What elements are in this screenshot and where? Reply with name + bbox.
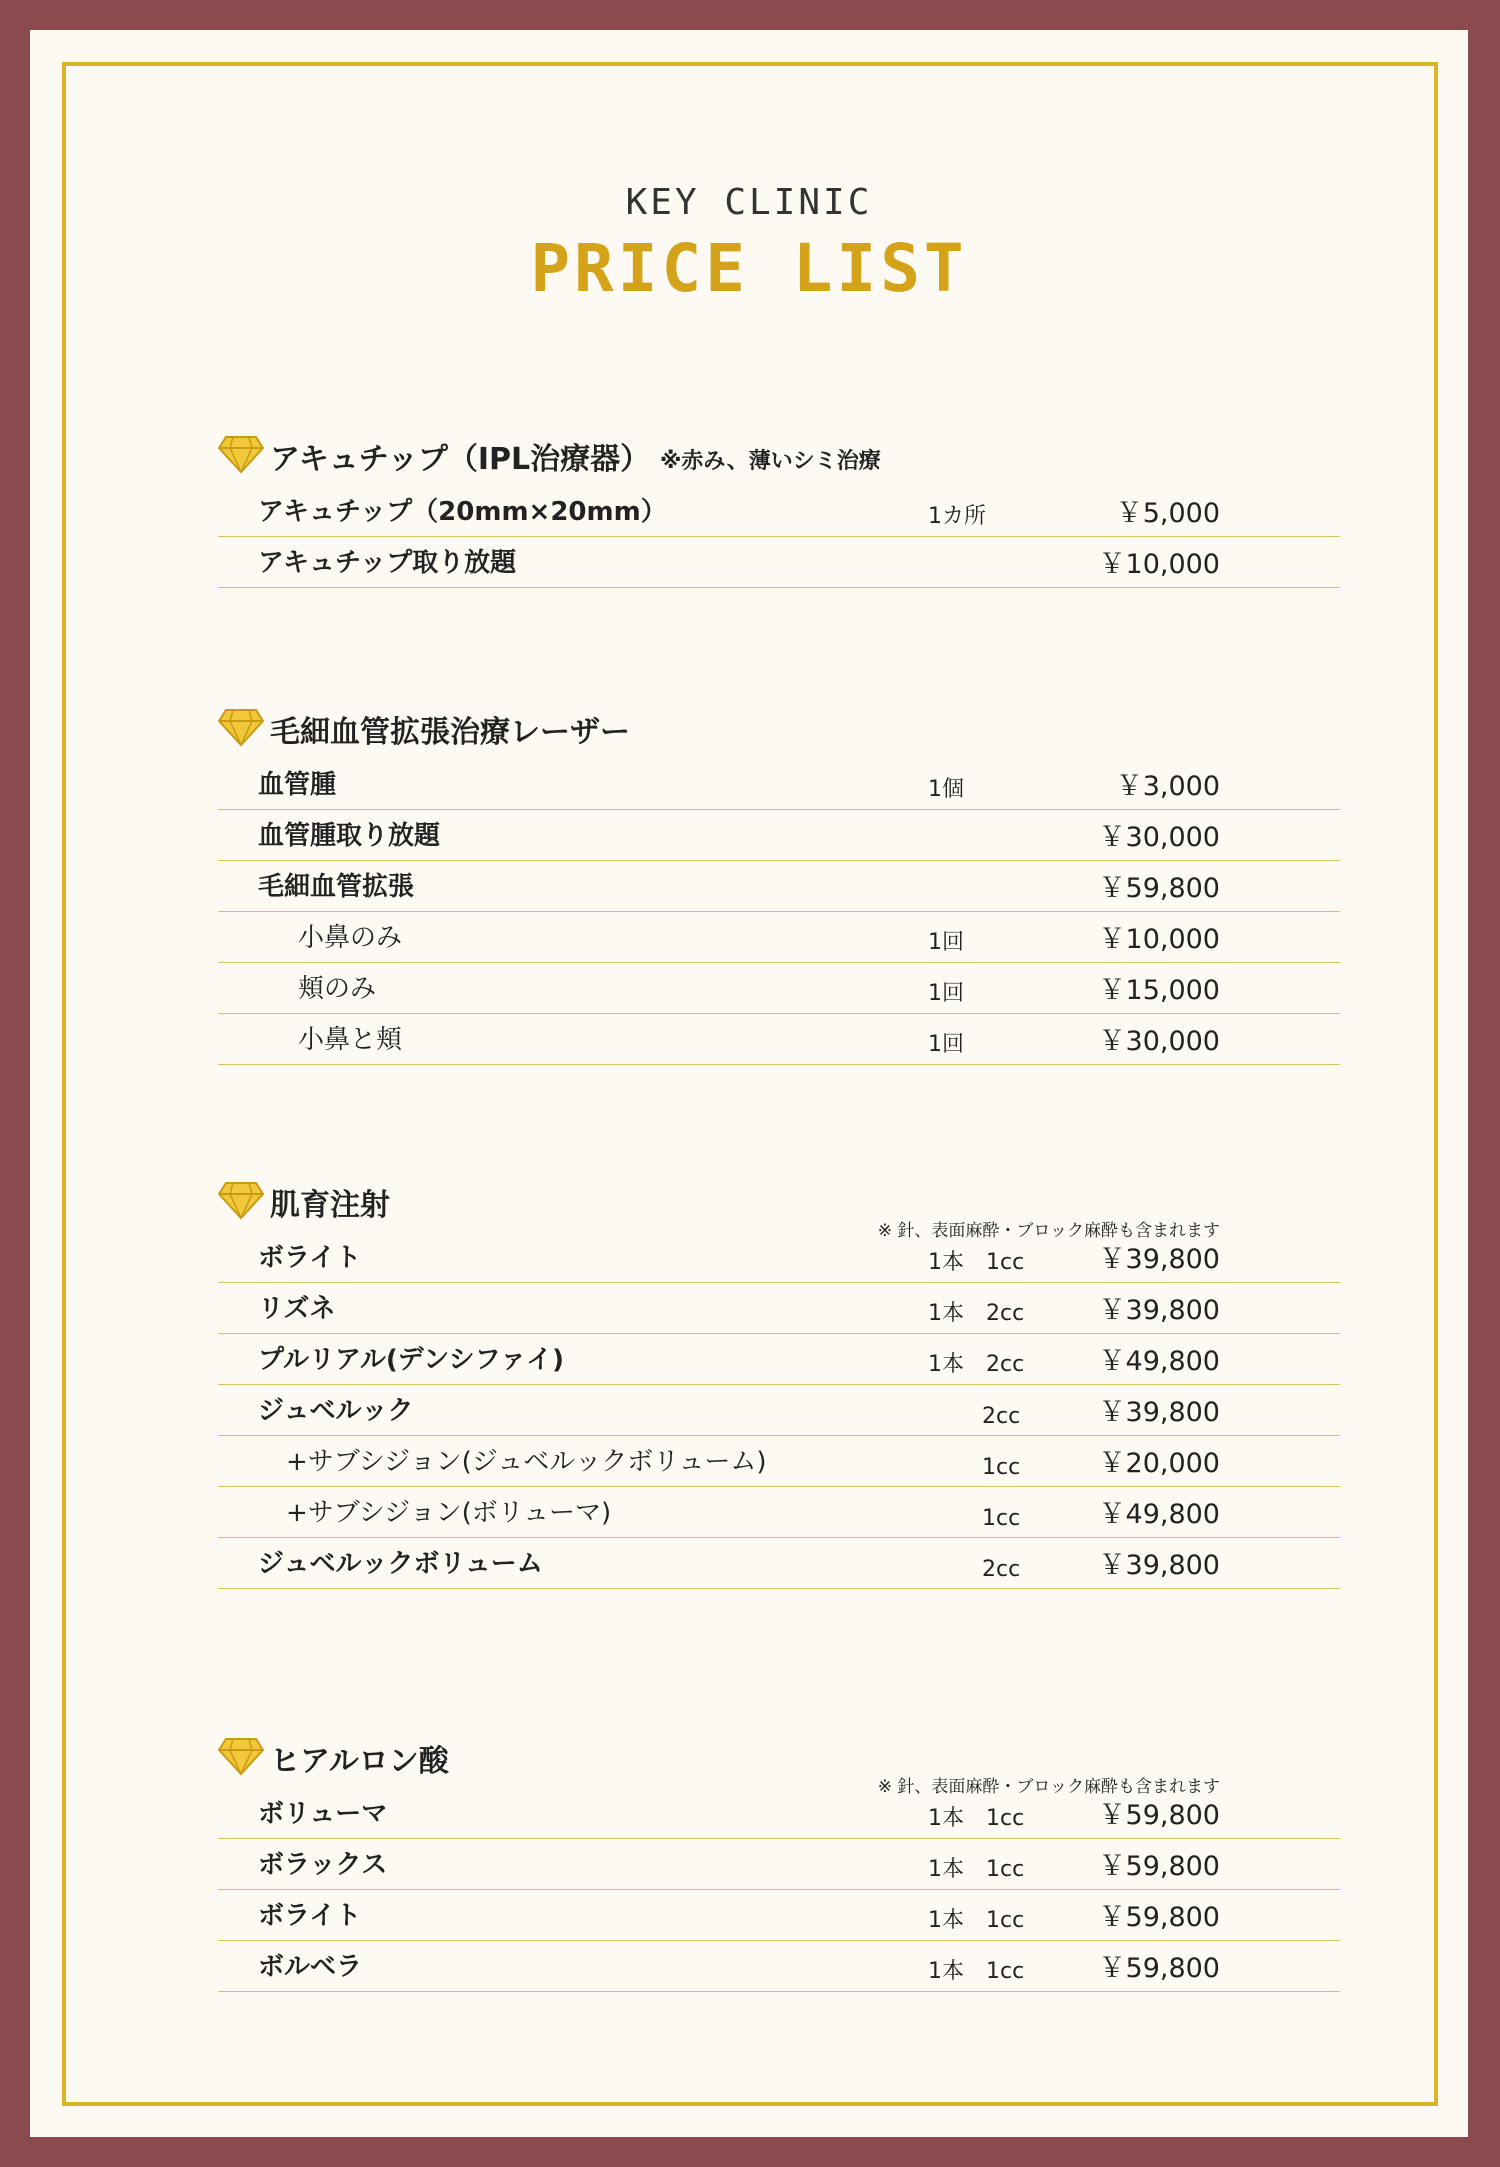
price-row (218, 1487, 1340, 1538)
item-quantity: 1cc (982, 1506, 1021, 1531)
price-row (218, 1436, 1340, 1487)
item-quantity: 1本 1cc (928, 1857, 1025, 1882)
item-quantity: 2cc (982, 1404, 1021, 1429)
item-name: アキュチップ（20mm×20mm） (258, 497, 667, 527)
item-name: ボルベラ (258, 1952, 363, 1982)
price-row (218, 1890, 1340, 1941)
item-quantity: 1カ所 (928, 504, 986, 529)
item-quantity: 1個 (928, 777, 964, 802)
section-header (218, 1176, 1340, 1241)
item-quantity: 1本 1cc (928, 1806, 1025, 1831)
item-price: ￥39,800 (1098, 1550, 1220, 1581)
item-name: アキュチップ取り放題 (258, 548, 517, 578)
item-name: プルリアル(デンシファイ) (258, 1345, 564, 1375)
page-title: PRICE LIST (530, 230, 968, 307)
item-name: +サブシジョン(ジュベルックボリューム) (286, 1447, 767, 1477)
item-price: ￥59,800 (1098, 873, 1220, 904)
section-hyaluronic-acid (218, 1732, 1340, 1992)
section-note: ※ 針、表面麻酔・ブロック麻酔も含まれます (877, 1221, 1220, 1241)
section-skin-injection (218, 1176, 1340, 1589)
item-name: 小鼻のみ (298, 923, 403, 953)
section-header (218, 1732, 1340, 1797)
item-price: ￥30,000 (1098, 1026, 1220, 1057)
section-title: 肌育注射 (270, 1188, 390, 1223)
item-name: ジュベルック (258, 1396, 414, 1426)
item-price: ￥10,000 (1098, 924, 1220, 955)
price-row (218, 1014, 1340, 1065)
item-quantity: 1回 (928, 1032, 964, 1057)
item-name: リズネ (258, 1294, 336, 1324)
diamond-icon (218, 1736, 264, 1776)
price-row (218, 759, 1340, 810)
section-header (218, 703, 1340, 759)
price-row (218, 1385, 1340, 1436)
price-row (218, 963, 1340, 1014)
price-row (218, 1839, 1340, 1890)
item-quantity: 1回 (928, 981, 964, 1006)
item-price: ￥59,800 (1098, 1851, 1220, 1882)
price-row (218, 1788, 1340, 1839)
diamond-icon (218, 707, 264, 747)
item-price: ￥49,800 (1098, 1346, 1220, 1377)
price-row (218, 1334, 1340, 1385)
item-price: ￥5,000 (1115, 498, 1220, 529)
item-name: ボライト (258, 1901, 362, 1931)
price-row (218, 912, 1340, 963)
item-name: 血管腫 (258, 770, 337, 800)
item-quantity: 1本 1cc (928, 1959, 1025, 1984)
item-quantity: 2cc (982, 1557, 1021, 1582)
price-row (218, 537, 1340, 588)
price-row (218, 486, 1340, 537)
item-name: 小鼻と頬 (298, 1025, 403, 1055)
item-name: ボリューマ (258, 1799, 388, 1829)
price-row (218, 1283, 1340, 1334)
price-row (218, 861, 1340, 912)
section-title: ヒアルロン酸 (270, 1744, 449, 1779)
item-name: 血管腫取り放題 (258, 821, 441, 851)
item-price: ￥20,000 (1098, 1448, 1220, 1479)
section-header (218, 430, 1340, 486)
item-quantity: 1本 2cc (928, 1301, 1025, 1326)
item-name: ボラックス (258, 1850, 388, 1880)
item-quantity: 1cc (982, 1455, 1021, 1480)
item-price: ￥30,000 (1098, 822, 1220, 853)
item-price: ￥59,800 (1098, 1800, 1220, 1831)
item-quantity: 1回 (928, 930, 964, 955)
item-name: 頬のみ (298, 974, 377, 1004)
item-name: ジュベルックボリューム (258, 1549, 543, 1579)
section-title: アキュチップ（IPL治療器） (270, 442, 651, 477)
item-price: ￥59,800 (1098, 1902, 1220, 1933)
item-price: ￥3,000 (1115, 771, 1220, 802)
price-row (218, 1232, 1340, 1283)
item-name: ボライト (258, 1243, 362, 1273)
diamond-icon (218, 1180, 264, 1220)
price-list-page (30, 30, 1468, 2137)
item-price: ￥39,800 (1098, 1244, 1220, 1275)
item-price: ￥49,800 (1098, 1499, 1220, 1530)
item-price: ￥39,800 (1098, 1397, 1220, 1428)
item-name: 毛細血管拡張 (258, 872, 415, 902)
item-price: ￥39,800 (1098, 1295, 1220, 1326)
item-price: ￥10,000 (1098, 549, 1220, 580)
price-row (218, 1538, 1340, 1589)
diamond-icon (218, 434, 264, 474)
item-price: ￥59,800 (1098, 1953, 1220, 1984)
section-title: 毛細血管拡張治療レーザー (270, 715, 630, 750)
price-row (218, 810, 1340, 861)
item-name: +サブシジョン(ボリューマ) (286, 1498, 612, 1528)
item-price: ￥15,000 (1098, 975, 1220, 1006)
section-accutip (218, 430, 1340, 588)
price-row (218, 1941, 1340, 1992)
item-quantity: 1本 2cc (928, 1352, 1025, 1377)
item-quantity: 1本 1cc (928, 1908, 1025, 1933)
section-note: ※ 針、表面麻酔・ブロック麻酔も含まれます (877, 1777, 1220, 1797)
item-quantity: 1本 1cc (928, 1250, 1025, 1275)
section-vascular-laser (218, 703, 1340, 1065)
section-note: ※赤み、薄いシミ治療 (660, 449, 881, 474)
clinic-name: KEY CLINIC (625, 182, 873, 223)
